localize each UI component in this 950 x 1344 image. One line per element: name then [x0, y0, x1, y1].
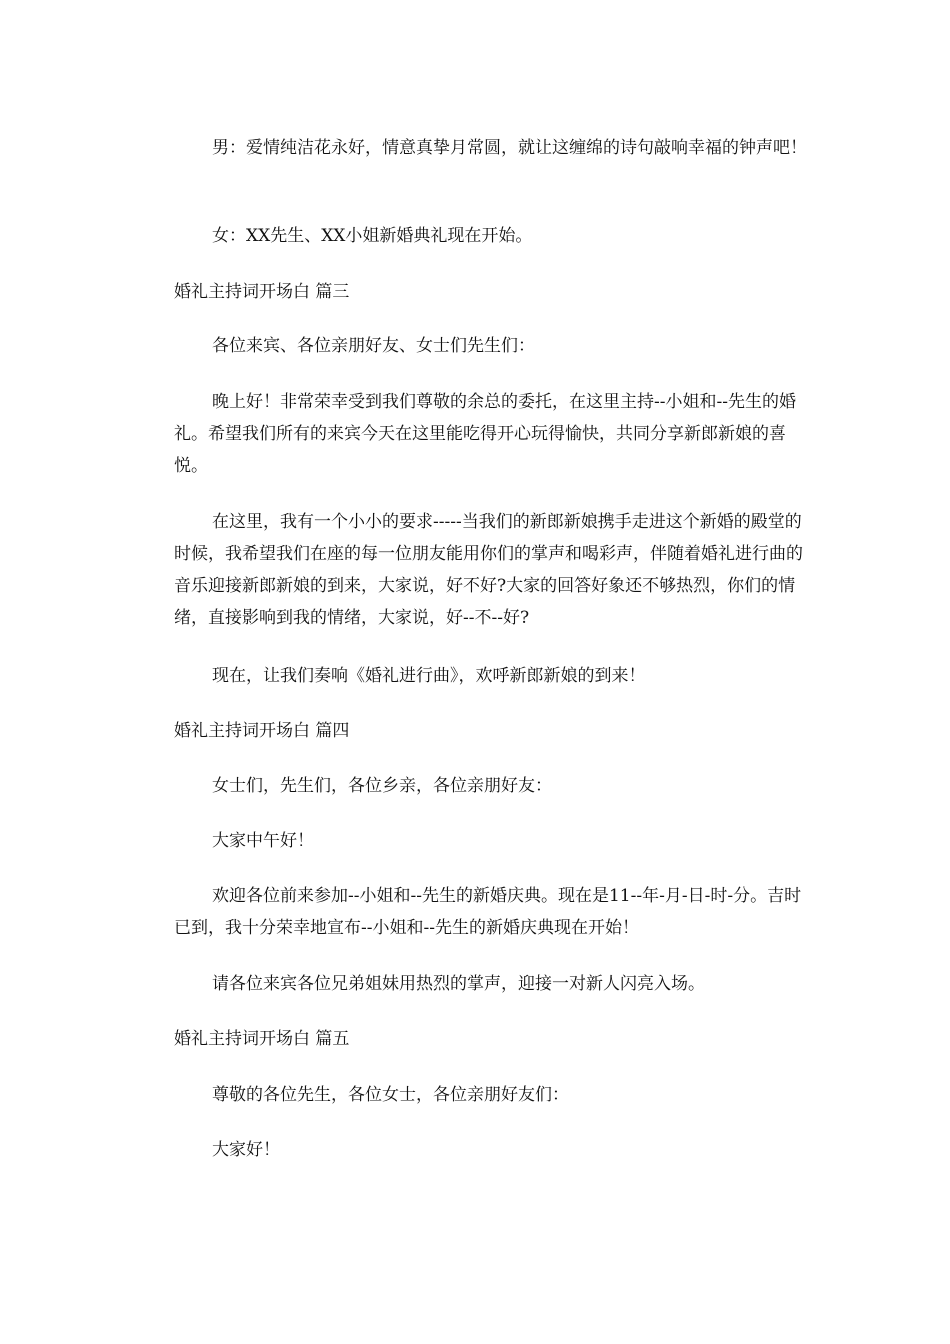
- paragraph-hello: 大家好！: [212, 1140, 280, 1160]
- paragraph-ceremony-start: 欢迎各位前来参加--小姐和--先生的新婚庆典。现在是11--年-月-日-时-分。吉时已到，我十分荣幸地宣布--小姐和--先生的新婚庆典现在开始！: [174, 886, 802, 938]
- paragraph-evening-welcome: 晚上好！非常荣幸受到我们尊敬的余总的委托，在这里主持--小姐和--先生的婚礼。希望我们所有的来宾今天在这里能吃得开心玩得愉快，共同分享新郎新娘的喜悦。: [174, 392, 796, 476]
- paragraph-applause: 请各位来宾各位兄弟姐妹用热烈的掌声，迎接一对新人闪亮入场。: [212, 974, 705, 994]
- paragraph-wedding-march: 现在，让我们奏响《婚礼进行曲》，欢呼新郎新娘的到来！: [212, 666, 646, 686]
- section-heading-4: 婚礼主持词开场白 篇四: [174, 721, 350, 741]
- paragraph-greeting-4: 女士们，先生们，各位乡亲，各位亲朋好友：: [212, 776, 552, 796]
- paragraph-groom-line: 男：爱情纯洁花永好，情意真挚月常圆，就让这缠绵的诗句敲响幸福的钟声吧！: [212, 138, 807, 158]
- section-heading-3: 婚礼主持词开场白 篇三: [174, 282, 350, 302]
- paragraph-greeting-5: 尊敬的各位先生，各位女士，各位亲朋好友们：: [212, 1085, 569, 1105]
- paragraph-greeting-3: 各位来宾、各位亲朋好友、女士们先生们：: [212, 336, 535, 356]
- paragraph-noon-greeting: 大家中午好！: [212, 831, 314, 851]
- paragraph-bride-line: 女：XX先生、XX小姐新婚典礼现在开始。: [212, 226, 533, 246]
- section-heading-5: 婚礼主持词开场白 篇五: [174, 1029, 350, 1049]
- paragraph-request: 在这里，我有一个小小的要求-----当我们的新郎新娘携手走进这个新婚的殿堂的时候，我希望我们在座的每一位朋友能用你们的掌声和喝彩声，伴随着婚礼进行曲的音乐迎接新郎新娘的到来，大家说，好不好?大家的回答好象还不够热烈，你们的情绪，直接影响到我的情绪，大家说，好--不--好?: [174, 512, 803, 628]
